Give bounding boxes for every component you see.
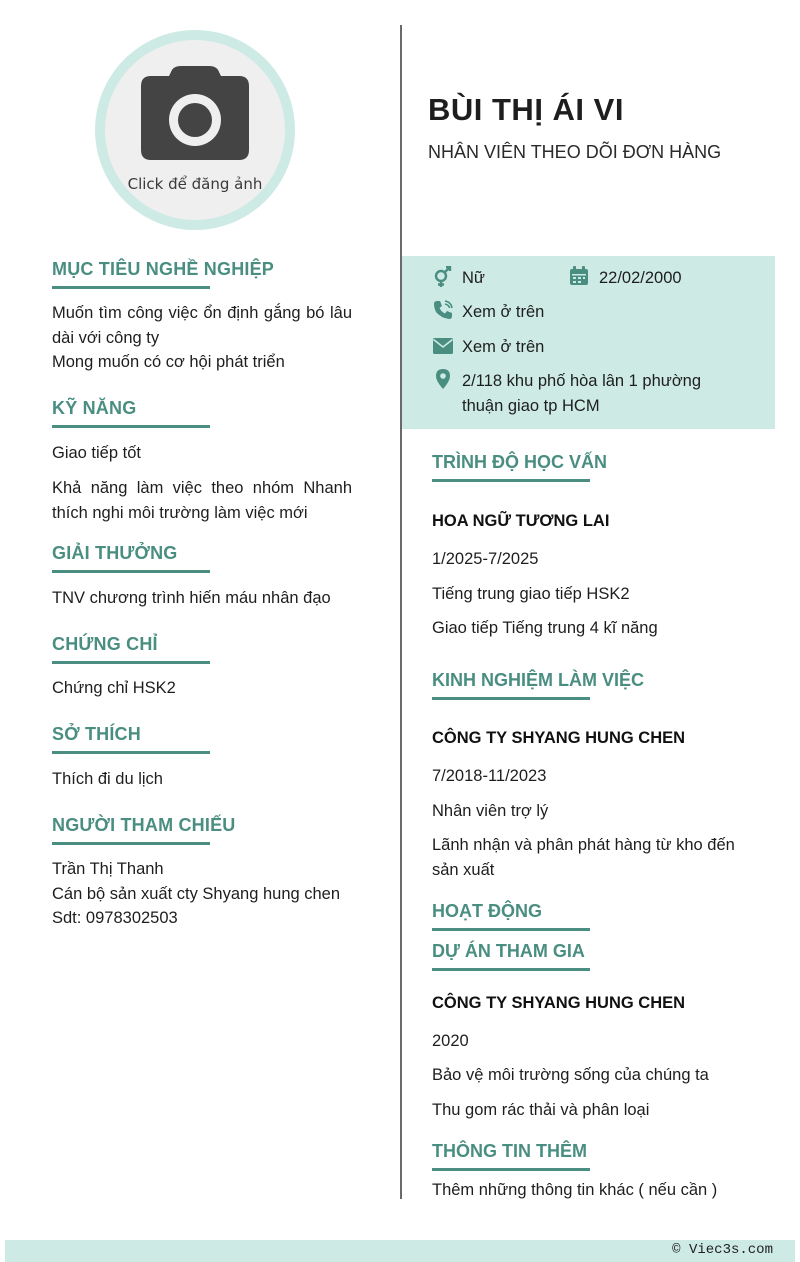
award-item: TNV chương trình hiến máu nhân đạo bbox=[52, 589, 331, 607]
education-detail: Giao tiếp Tiếng trung 4 kĩ năng bbox=[432, 619, 658, 637]
location-pin-icon bbox=[432, 368, 454, 390]
reference-phone: Sdt: 0978302503 bbox=[52, 909, 178, 927]
skills-title: KỸ NĂNG bbox=[52, 398, 210, 428]
calendar-icon bbox=[568, 265, 590, 287]
project-detail: Thu gom rác thải và phân loại bbox=[432, 1101, 650, 1119]
project-period: 2020 bbox=[432, 1032, 469, 1050]
experience-period: 7/2018-11/2023 bbox=[432, 767, 547, 785]
objective-text: Muốn tìm công việc ổn định gắng bó lâu dài với công ty bbox=[52, 304, 352, 347]
certificate-item: Chứng chỉ HSK2 bbox=[52, 679, 176, 697]
skill-item: Khả năng làm việc theo nhóm Nhanh thích nghi môi trường làm việc mới bbox=[52, 479, 352, 522]
experience-detail: Nhân viên trợ lý bbox=[432, 802, 549, 820]
extra-info-title: THÔNG TIN THÊM bbox=[432, 1141, 590, 1171]
project-detail: Bảo vệ môi trường sống của chúng ta bbox=[432, 1066, 709, 1084]
references-title: NGƯỜI THAM CHIẾU bbox=[52, 815, 235, 845]
avatar-placeholder[interactable] bbox=[105, 40, 285, 220]
email-value: Xem ở trên bbox=[462, 338, 545, 356]
photo-caption: Click để đăng ảnh bbox=[127, 175, 263, 193]
column-divider bbox=[400, 25, 402, 1199]
experience-detail: Lãnh nhận và phân phát hàng từ kho đến sản xuất bbox=[432, 836, 735, 879]
certificates-title: CHỨNG CHỈ bbox=[52, 634, 210, 664]
project-company: CÔNG TY SHYANG HUNG CHEN bbox=[432, 994, 686, 1012]
activities-title: HOẠT ĐỘNG bbox=[432, 901, 590, 931]
objective-text: Mong muốn có cơ hội phát triển bbox=[52, 353, 285, 371]
avatar-upload[interactable] bbox=[95, 30, 295, 230]
experience-company: CÔNG TY SHYANG HUNG CHEN bbox=[432, 729, 686, 747]
reference-role: Cán bộ sản xuất cty Shyang hung chen bbox=[52, 885, 341, 903]
camera-icon bbox=[141, 66, 249, 160]
candidate-name: BÙI THỊ ÁI VI bbox=[428, 92, 624, 127]
awards-title: GIẢI THƯỞNG bbox=[52, 543, 210, 573]
footer-bar bbox=[5, 1240, 795, 1262]
contact-info bbox=[402, 256, 775, 429]
objective-title: MỤC TIÊU NGHỀ NGHIỆP bbox=[52, 259, 274, 289]
job-title: NHÂN VIÊN THEO DÕI ĐƠN HÀNG bbox=[428, 142, 722, 162]
skill-item: Giao tiếp tốt bbox=[52, 444, 141, 462]
hobby-item: Thích đi du lịch bbox=[52, 770, 163, 788]
phone-value: Xem ở trên bbox=[462, 303, 545, 321]
education-title: TRÌNH ĐỘ HỌC VẤN bbox=[432, 452, 607, 482]
hobbies-title: SỞ THÍCH bbox=[52, 724, 210, 754]
experience-title: KINH NGHIỆM LÀM VIỆC bbox=[432, 670, 644, 700]
gender-value: Nữ bbox=[462, 269, 485, 287]
education-detail: Tiếng trung giao tiếp HSK2 bbox=[432, 585, 630, 603]
education-school: HOA NGỮ TƯƠNG LAI bbox=[432, 512, 610, 530]
phone-icon bbox=[432, 299, 454, 321]
footer-credit: © Viec3s.com bbox=[672, 1242, 773, 1258]
birthdate-value: 22/02/2000 bbox=[599, 269, 682, 287]
extra-info-text: Thêm những thông tin khác ( nếu cần ) bbox=[432, 1181, 718, 1199]
email-icon bbox=[432, 335, 454, 357]
address-value: thuận giao tp HCM bbox=[462, 397, 600, 415]
gender-icon bbox=[432, 266, 454, 288]
reference-name: Trần Thị Thanh bbox=[52, 860, 164, 878]
education-period: 1/2025-7/2025 bbox=[432, 550, 539, 568]
address-value: 2/118 khu phố hòa lân 1 phường bbox=[462, 372, 702, 390]
projects-title: DỰ ÁN THAM GIA bbox=[432, 941, 590, 971]
